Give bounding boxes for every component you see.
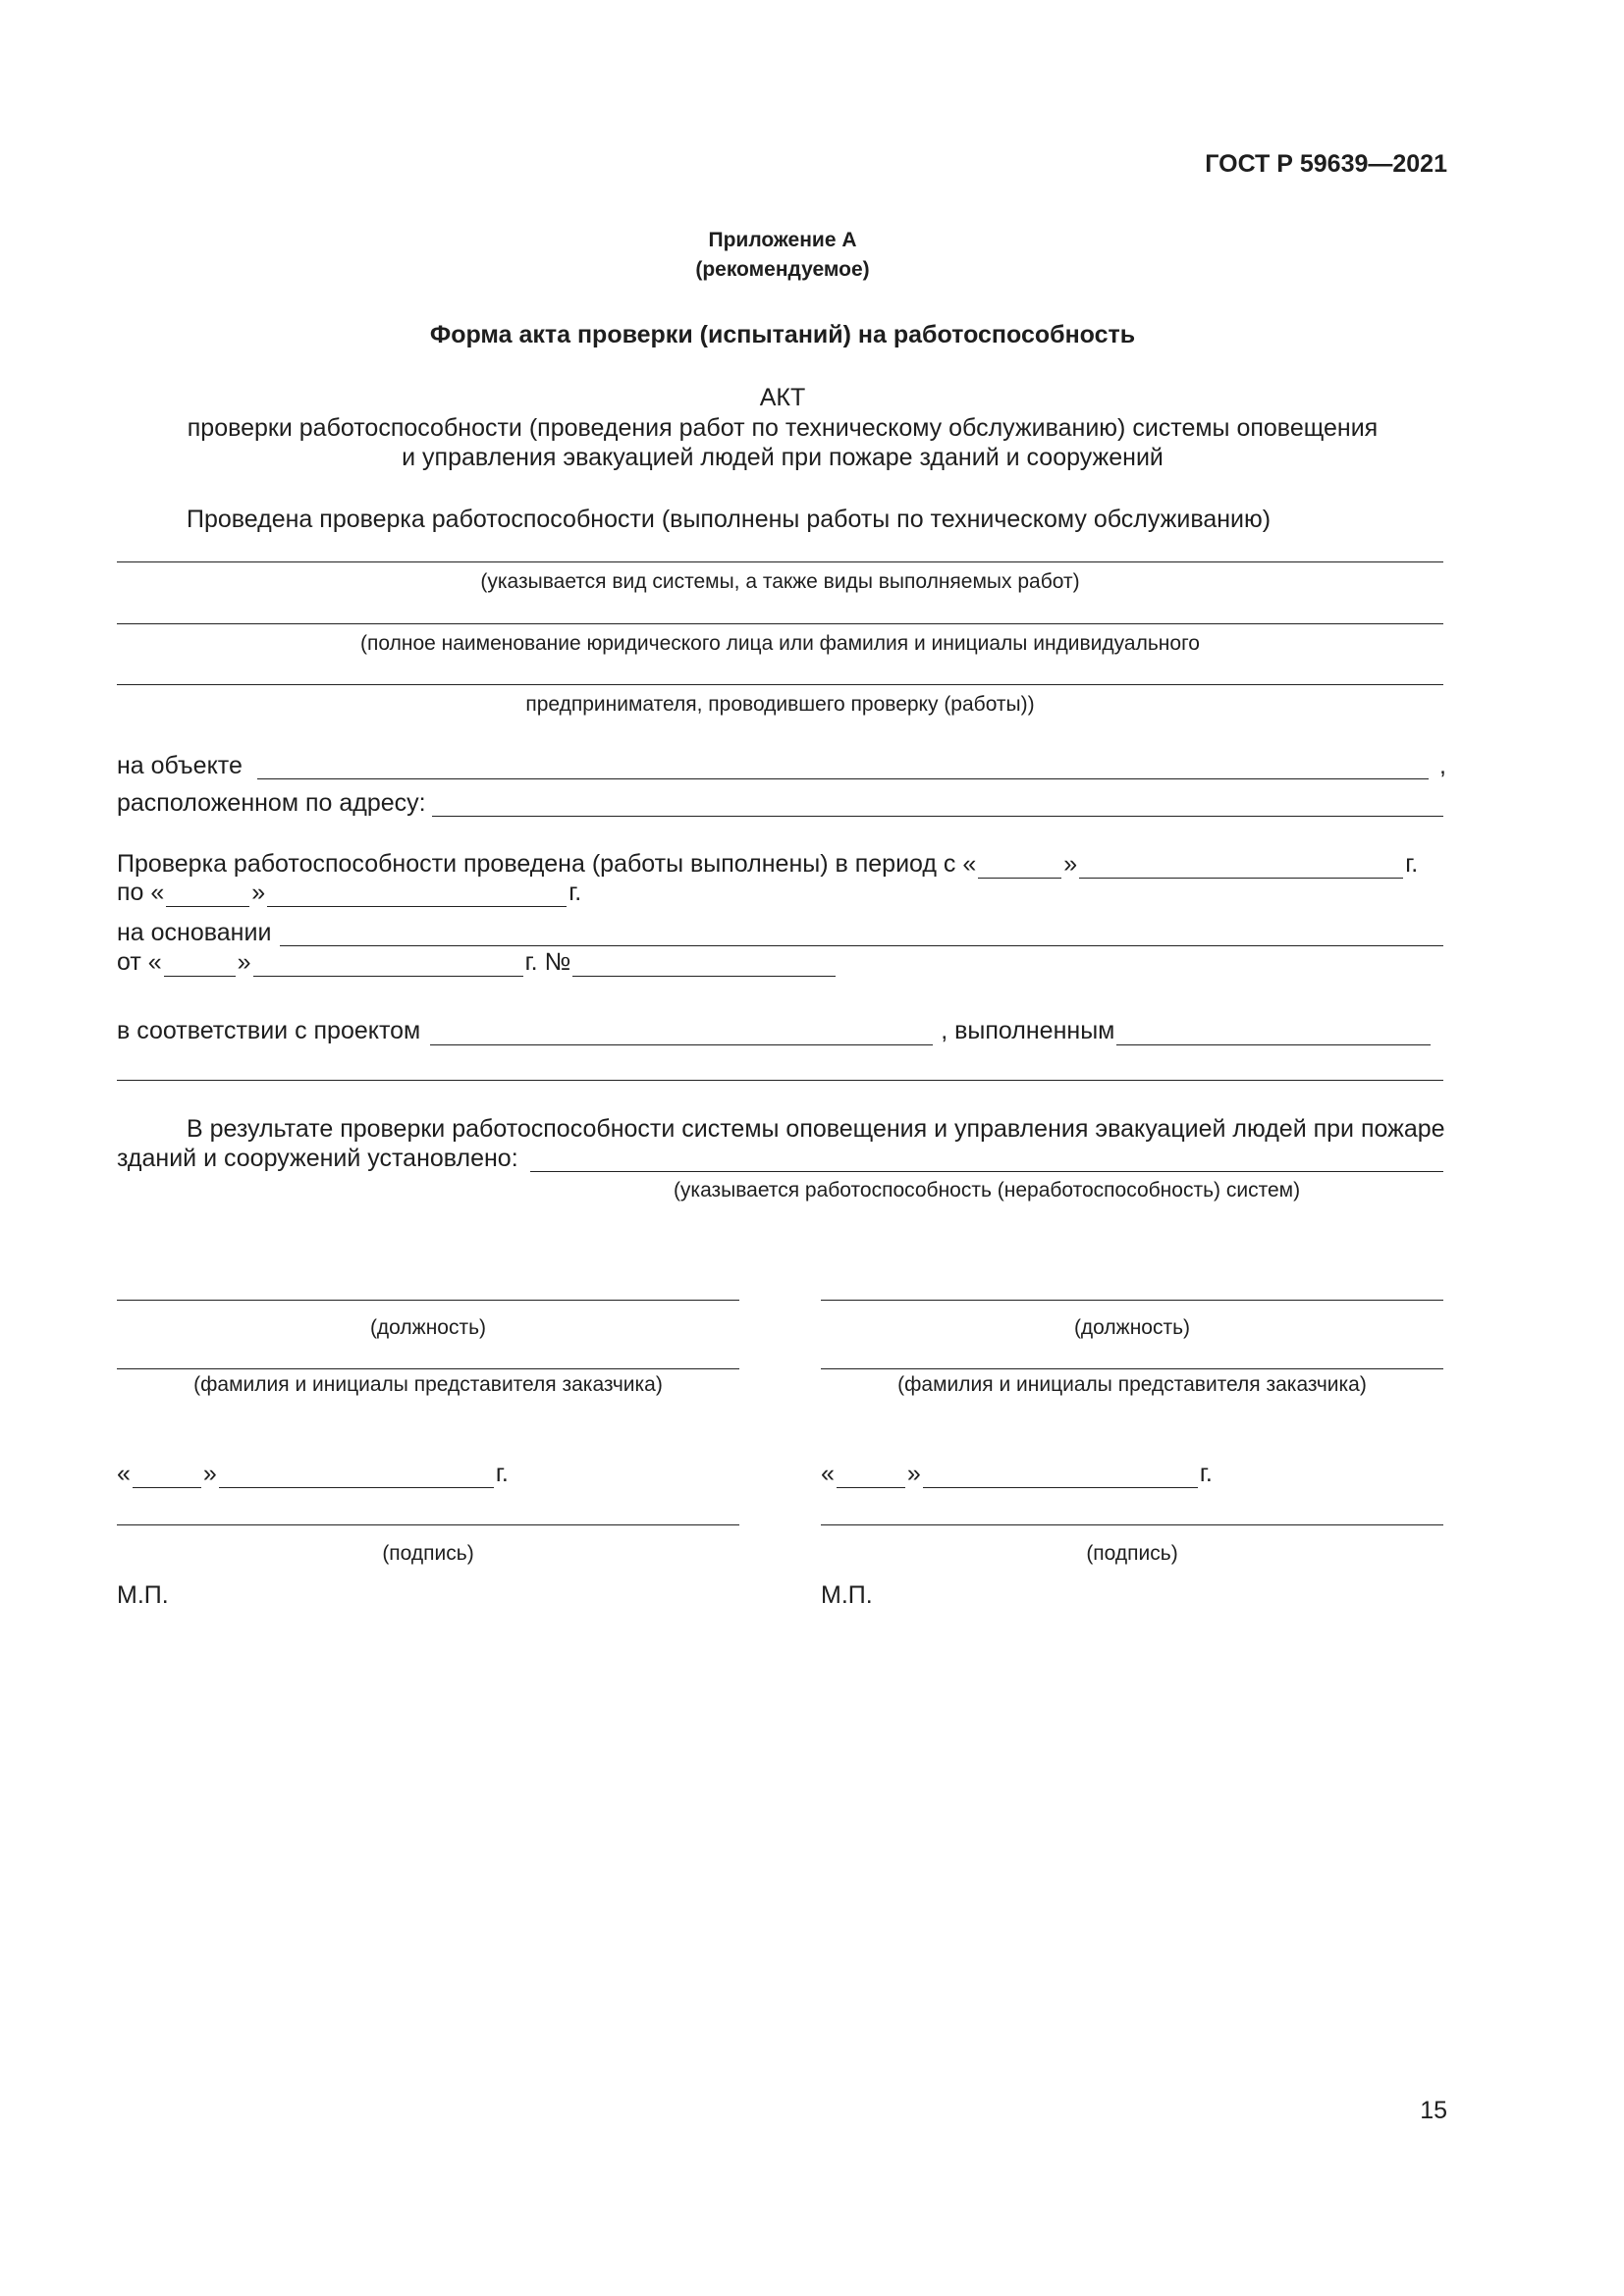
fill-project[interactable]	[430, 1023, 933, 1045]
period-end-row	[117, 878, 581, 907]
left-name-hint: (фамилия и инициалы представителя заказчика)	[193, 1373, 663, 1396]
right-position-line[interactable]	[821, 1300, 1443, 1301]
standard-code: ГОСТ Р 59639—2021	[1205, 150, 1447, 178]
result-line2: зданий и сооружений установлено:	[117, 1145, 518, 1172]
fill-basis-number[interactable]	[572, 954, 836, 977]
fill-period-start-month-year[interactable]	[1079, 856, 1403, 879]
basis-label: на основании	[117, 919, 272, 946]
result-line1: В результате проверки работоспособности системы оповещения и управления эвакуацией людей при пожаре	[187, 1115, 1445, 1143]
fill-left-day[interactable]	[133, 1466, 201, 1488]
act-title: АКТ	[759, 384, 806, 411]
fill-project-executor[interactable]	[1116, 1023, 1431, 1045]
fill-basis-month-year[interactable]	[253, 954, 523, 977]
fill-period-start-day[interactable]	[978, 856, 1061, 879]
fill-line-system[interactable]	[117, 561, 1443, 562]
fill-line-organization[interactable]	[117, 623, 1443, 624]
left-name-line[interactable]	[117, 1368, 739, 1369]
right-date-close: »	[906, 1460, 921, 1487]
object-label: на объекте	[117, 752, 243, 779]
period-row	[117, 849, 1418, 879]
fill-line-entrepreneur[interactable]	[117, 684, 1443, 685]
fill-line-basis[interactable]	[280, 945, 1443, 946]
project-executed-label: , выполненным	[941, 1017, 1115, 1044]
project-row	[117, 1016, 1433, 1045]
project-label: в соответствии с проектом	[117, 1017, 421, 1044]
basis-from-label: от «	[117, 948, 162, 976]
right-name-hint: (фамилия и инициалы представителя заказчика)	[897, 1373, 1367, 1396]
hint-entrepreneur: предпринимателя, проводившего проверку (работы))	[525, 693, 1035, 716]
form-heading: Форма акта проверки (испытаний) на работоспособность	[429, 321, 1136, 348]
left-position-line[interactable]	[117, 1300, 739, 1301]
fill-line-address[interactable]	[432, 816, 1443, 817]
act-subtitle-line2: и управления эвакуацией людей при пожаре зданий и сооружений	[402, 444, 1164, 471]
period-to-quote-close: »	[251, 879, 266, 906]
right-date-year: г.	[1199, 1460, 1213, 1487]
left-stamp: М.П.	[117, 1581, 169, 1609]
page-number: 15	[1420, 2097, 1447, 2124]
basis-quote-close: »	[237, 948, 251, 976]
hint-organization: (полное наименование юридического лица или фамилия и инициалы индивидуального	[360, 632, 1200, 655]
appendix-title: Приложение А	[708, 229, 857, 251]
period-to-year-suffix: г.	[568, 879, 582, 906]
fill-basis-day[interactable]	[164, 954, 236, 977]
object-trailing-comma: ,	[1439, 752, 1446, 779]
right-name-line[interactable]	[821, 1368, 1443, 1369]
fill-period-end-month-year[interactable]	[267, 884, 567, 907]
intro-text: Проведена проверка работоспособности (выполнены работы по техническому обслуживанию)	[187, 506, 1272, 533]
act-subtitle-line1: проверки работоспособности (проведения работ по техническому обслуживанию) системы оповещения	[187, 414, 1379, 442]
basis-date-row	[117, 947, 838, 977]
left-position-hint: (должность)	[369, 1316, 487, 1339]
hint-system: (указывается вид системы, а также виды выполняемых работ)	[480, 570, 1080, 593]
fill-line-project-continued[interactable]	[117, 1080, 1443, 1081]
fill-line-result[interactable]	[530, 1171, 1443, 1172]
right-date-open: «	[821, 1460, 835, 1487]
period-year-suffix: г.	[1405, 850, 1419, 878]
right-stamp: М.П.	[821, 1581, 873, 1609]
right-signature-line[interactable]	[821, 1524, 1443, 1525]
left-date-year: г.	[495, 1460, 509, 1487]
left-signature-hint: (подпись)	[382, 1542, 474, 1565]
fill-line-object[interactable]	[257, 778, 1429, 779]
period-text: Проверка работоспособности проведена (работы выполнены) в период с «	[117, 850, 977, 878]
address-label: расположенном по адресу:	[117, 789, 426, 817]
period-to-label: по «	[117, 879, 165, 906]
fill-left-month-year[interactable]	[219, 1466, 494, 1488]
fill-right-month-year[interactable]	[923, 1466, 1198, 1488]
appendix-status: (рекомендуемое)	[695, 258, 870, 281]
left-date-close: »	[202, 1460, 217, 1487]
right-position-hint: (должность)	[1073, 1316, 1191, 1339]
right-date-row	[821, 1459, 1213, 1488]
hint-result: (указывается работоспособность (неработоспособность) систем)	[673, 1179, 1301, 1201]
left-date-open: «	[117, 1460, 131, 1487]
left-date-row	[117, 1459, 509, 1488]
fill-period-end-day[interactable]	[166, 884, 249, 907]
left-signature-line[interactable]	[117, 1524, 739, 1525]
right-signature-hint: (подпись)	[1086, 1542, 1178, 1565]
fill-right-day[interactable]	[837, 1466, 905, 1488]
period-quote-close: »	[1063, 850, 1078, 878]
basis-year-number: г. №	[524, 948, 571, 976]
